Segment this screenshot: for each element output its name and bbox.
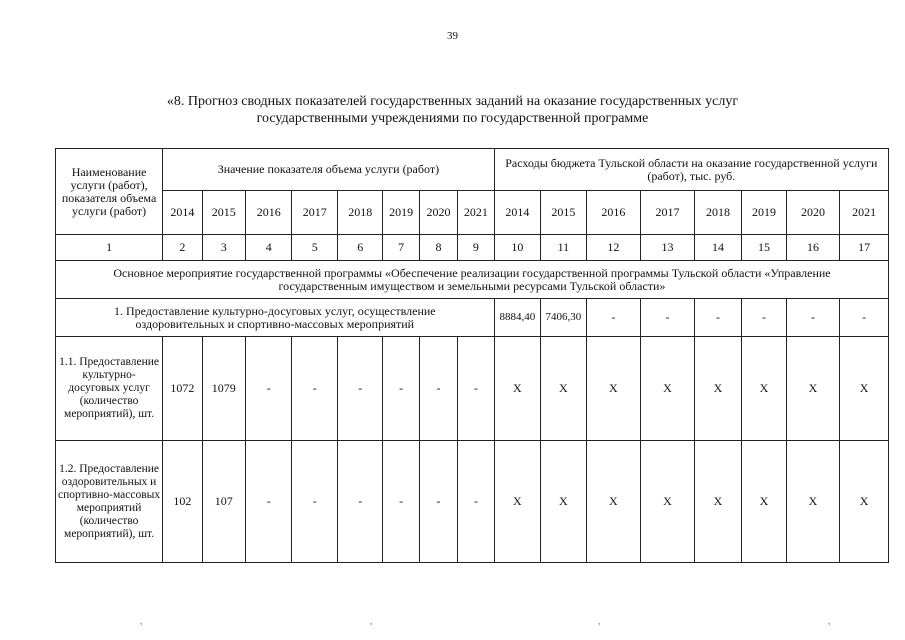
main-event-row: Основное мероприятие государственной программы «Обеспечение реализации государственной программы Тульской области «Управление государственным имуществом и земельными ресурсами Тульской области» — [56, 261, 889, 299]
year-cell: 2017 — [292, 191, 337, 235]
volume-cell: 1072 — [163, 337, 202, 441]
column-number: 1 — [56, 235, 163, 261]
table-row — [56, 337, 889, 441]
scan-mark: , — [598, 616, 601, 627]
expense-cell: X — [641, 441, 695, 563]
year-cell: 2016 — [246, 191, 292, 235]
volume-cell: - — [246, 441, 292, 563]
expense-cell: - — [840, 299, 889, 337]
column-number: 10 — [494, 235, 540, 261]
expense-cell: X — [694, 441, 742, 563]
expense-cell: - — [742, 299, 786, 337]
year-cell: 2021 — [458, 191, 494, 235]
header-volume-group: Значение показателя объема услуги (работ) — [163, 149, 494, 191]
column-number: 17 — [840, 235, 889, 261]
column-number: 4 — [246, 235, 292, 261]
expense-cell: X — [840, 441, 889, 563]
row-name: 1.1. Предоставление культурно-досуговых услуг (количество мероприятий), шт. — [56, 337, 163, 441]
volume-cell: 1079 — [202, 337, 245, 441]
expense-cell: 8884,40 — [494, 299, 540, 337]
column-number: 7 — [383, 235, 419, 261]
forecast-table — [55, 148, 889, 563]
expense-cell: - — [786, 299, 840, 337]
expense-cell: 7406,30 — [541, 299, 586, 337]
scan-mark: , — [140, 616, 143, 627]
column-number: 9 — [458, 235, 494, 261]
document-title — [60, 93, 845, 127]
volume-cell: 107 — [202, 441, 245, 563]
table-row — [56, 441, 889, 563]
column-number: 13 — [641, 235, 695, 261]
year-cell: 2014 — [494, 191, 540, 235]
column-number: 14 — [694, 235, 742, 261]
volume-cell: - — [292, 337, 337, 441]
volume-cell: - — [419, 441, 457, 563]
volume-cell: - — [383, 441, 419, 563]
header-service-name: Наименование услуги (работ), показателя объема услуги (работ) — [56, 149, 163, 235]
expense-cell: - — [694, 299, 742, 337]
column-number: 16 — [786, 235, 840, 261]
title-line-2: государственными учреждениями по государственной программе — [256, 111, 649, 126]
page-number: 39 — [447, 30, 458, 42]
volume-cell: 102 — [163, 441, 202, 563]
column-number: 15 — [742, 235, 786, 261]
year-cell: 2016 — [586, 191, 641, 235]
column-number: 11 — [541, 235, 586, 261]
column-number: 3 — [202, 235, 245, 261]
service-row-label: 1. Предоставление культурно-досуговых услуг, осуществление оздоровительных и спортивно-массовых мероприятий — [56, 299, 495, 337]
expense-cell: X — [541, 337, 586, 441]
year-cell: 2018 — [337, 191, 382, 235]
expense-cell: X — [786, 441, 840, 563]
expense-cell: - — [586, 299, 641, 337]
volume-cell: - — [337, 337, 382, 441]
expense-cell: X — [494, 337, 540, 441]
volume-cell: - — [246, 337, 292, 441]
column-number: 6 — [337, 235, 382, 261]
year-cell: 2020 — [786, 191, 840, 235]
volume-cell: - — [419, 337, 457, 441]
volume-cell: - — [383, 337, 419, 441]
title-line-1: «8. Прогноз сводных показателей государственных заданий на оказание государственных услуг — [166, 94, 739, 109]
expense-cell: X — [742, 441, 786, 563]
volume-cell: - — [337, 441, 382, 563]
volume-cell: - — [458, 441, 494, 563]
row-name: 1.2. Предоставление оздоровительных и спортивно-массовых мероприятий (количество мероприятий), шт. — [56, 441, 163, 563]
column-number: 12 — [586, 235, 641, 261]
expense-cell: X — [641, 337, 695, 441]
volume-cell: - — [292, 441, 337, 563]
year-cell: 2015 — [541, 191, 586, 235]
column-number: 8 — [419, 235, 457, 261]
volume-cell: - — [458, 337, 494, 441]
year-cell: 2014 — [163, 191, 202, 235]
year-cell: 2020 — [419, 191, 457, 235]
year-cell: 2017 — [641, 191, 695, 235]
expense-cell: X — [840, 337, 889, 441]
expense-cell: X — [786, 337, 840, 441]
expense-cell: - — [641, 299, 695, 337]
header-expense-group: Расходы бюджета Тульской области на оказание государственной услуги (работ), тыс. руб. — [494, 149, 888, 191]
expense-cell: X — [586, 337, 641, 441]
expense-cell: X — [541, 441, 586, 563]
expense-cell: X — [586, 441, 641, 563]
expense-cell: X — [742, 337, 786, 441]
year-cell: 2015 — [202, 191, 245, 235]
scan-mark: , — [370, 616, 373, 627]
scan-mark: , — [828, 616, 831, 627]
column-number: 2 — [163, 235, 202, 261]
year-cell: 2021 — [840, 191, 889, 235]
year-cell: 2018 — [694, 191, 742, 235]
column-number: 5 — [292, 235, 337, 261]
year-cell: 2019 — [742, 191, 786, 235]
expense-cell: X — [694, 337, 742, 441]
expense-cell: X — [494, 441, 540, 563]
year-cell: 2019 — [383, 191, 419, 235]
